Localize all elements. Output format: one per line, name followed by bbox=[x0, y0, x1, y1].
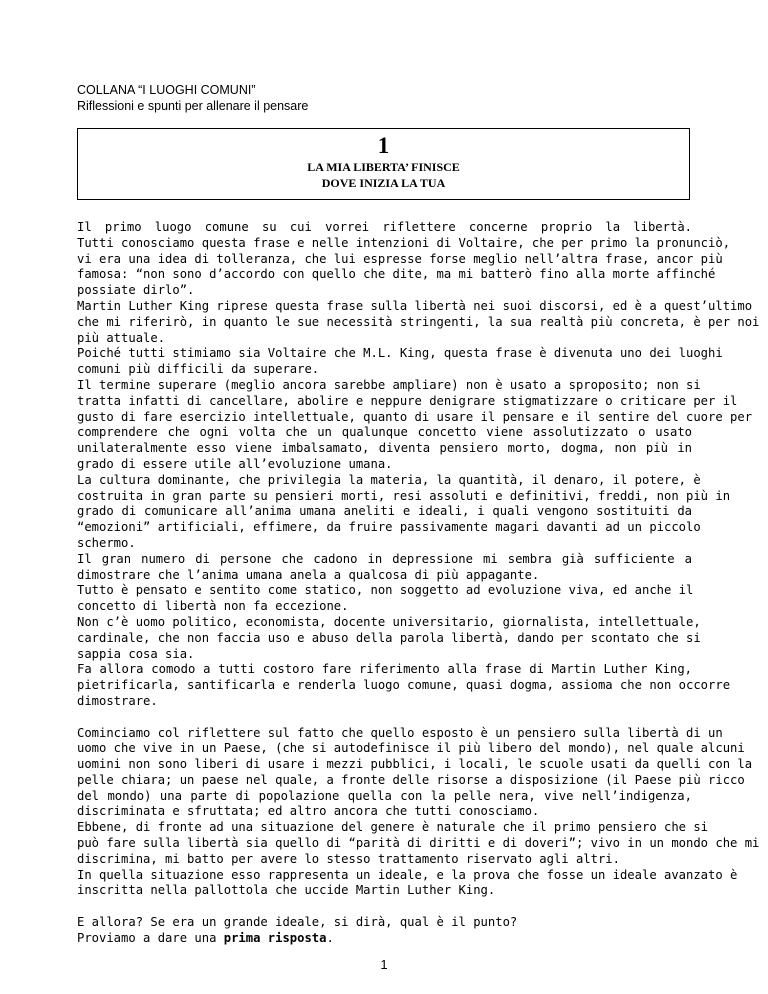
text-line: famosa: “non sono d’accordo con quello che dite, ma mi batterò fino alla morte affinché bbox=[77, 267, 716, 282]
page-number: 1 bbox=[380, 957, 388, 972]
chapter-title-box bbox=[77, 128, 690, 200]
text-line: uomo che vive in un Paese, (che si autodefinisce il più libero del mondo), nel quale alcuni bbox=[77, 741, 745, 756]
text-line: costruita in gran parte su pensieri morti, resi assoluti e definitivi, freddi, non più in bbox=[77, 488, 731, 503]
text-line: concetto di libertà non fa eccezione. bbox=[77, 599, 349, 614]
series-header bbox=[77, 82, 308, 114]
text-line: unilateralmente esso viene imbalsamato, diventa pensiero morto, dogma, non più in bbox=[77, 441, 692, 456]
text-line bbox=[77, 931, 692, 947]
text-line: Poiché tutti stimiamo sia Voltaire che M.L. King, questa frase è divenuta uno dei luoghi bbox=[77, 346, 723, 361]
series-subtitle: Riflessioni e spunti per allenare il pensare bbox=[77, 99, 309, 113]
text-line: La cultura dominante, che privilegia la materia, la quantità, il denaro, il potere, è bbox=[77, 472, 701, 487]
paragraph-1 bbox=[77, 220, 760, 710]
chapter-title-line1: LA MIA LIBERTA’ FINISCE bbox=[307, 160, 460, 174]
text-line: tratta infatti di cancellare, abolire e neppure denigrare stigmatizzare o criticare per il bbox=[77, 393, 738, 408]
text-line: Martin Luther King riprese questa frase sulla libertà nei suoi discorsi, ed è a quest’ultimo bbox=[77, 298, 753, 313]
text-line: dimostrare che l’anima umana anela a qualcosa di più appagante. bbox=[77, 567, 540, 582]
text-line: Fa allora comodo a tutti costoro fare riferimento alla frase di Martin Luther King, bbox=[77, 662, 692, 677]
text-line: uomini non sono liberi di usare i mezzi pubblici, i locali, le scuole usati da quelli con la bbox=[77, 757, 753, 772]
text-line: Il gran numero di persone che cadono in depressione mi sembra già sufficiente a bbox=[77, 551, 692, 566]
text-line: discrimina, mi batto per avere lo stesso trattamento riservato agli altri. bbox=[77, 851, 620, 866]
text-line: “emozioni” artificiali, effimere, da fruire passivamente magari davanti ad un piccolo bbox=[77, 520, 701, 535]
text-line: Cominciamo col riflettere sul fatto che quello esposto è un pensiero sulla libertà di un bbox=[77, 725, 723, 740]
text-line: comuni più difficili da superare. bbox=[77, 362, 320, 377]
text-line: schermo. bbox=[77, 535, 136, 550]
text-segment: . bbox=[326, 930, 334, 945]
text-line: E allora? Se era un grande ideale, si dirà, qual è il punto? bbox=[77, 915, 518, 930]
text-line: cardinale, che non faccia uso e abuso della parola libertà, dando per scontato che si bbox=[77, 630, 701, 645]
text-segment: Proviamo a dare una bbox=[77, 930, 224, 945]
text-line: vi era una idea di tolleranza, che lui espresse forse meglio nell’altra frase, ancor più bbox=[77, 251, 723, 266]
text-line: Il termine superare (meglio ancora sarebbe ampliare) non è usato a sproposito; non si bbox=[77, 377, 701, 392]
body-text bbox=[77, 220, 760, 947]
text-line: pelle chiara; un paese nel quale, a fronte delle risorse a disposizione (il Paese più ricco bbox=[77, 772, 745, 787]
text-line: possiate dirlo”. bbox=[77, 283, 195, 298]
text-line: Non c’è uomo politico, economista, docente universitario, giornalista, intellettuale, bbox=[77, 614, 701, 629]
paragraph-gap bbox=[77, 710, 692, 726]
text-line: più attuale. bbox=[77, 330, 166, 345]
text-line: comprendere che ogni volta che un qualunque concetto viene assolutizzato o usato bbox=[77, 425, 692, 440]
text-line: discriminata e sfruttata; ed altro ancora che tutti conosciamo. bbox=[77, 804, 540, 819]
text-line: In quella situazione esso rappresenta un ideale, e la prova che fosse un ideale avanzato è bbox=[77, 867, 738, 882]
text-line: grado di essere utile all’evoluzione umana. bbox=[77, 456, 393, 471]
text-line: pietrificarla, santificarla e renderla luogo comune, quasi dogma, assioma che non occorre bbox=[77, 678, 731, 693]
paragraph-3 bbox=[77, 915, 692, 947]
text-line: sappia cosa sia. bbox=[77, 646, 195, 661]
bold-phrase: prima risposta bbox=[223, 930, 327, 945]
text-line: dimostrare. bbox=[77, 693, 158, 708]
text-line: Tutti conosciamo questa frase e nelle intenzioni di Voltaire, che per primo la pronunciò, bbox=[77, 235, 731, 250]
text-line: che mi riferirò, in quanto le sue necessità stringenti, la sua realtà più concreta, è per noi bbox=[77, 314, 760, 329]
text-line: inscritta nella pallottola che uccide Martin Luther King. bbox=[77, 883, 496, 898]
text-line: può fare sulla libertà sia quello di “parità di diritti e di doveri”; vivo in un mondo che mi bbox=[77, 836, 760, 851]
text-line: gusto di fare esercizio intellettuale, quanto di usare il pensare e il sentire del cuore per bbox=[77, 409, 753, 424]
paragraph-2 bbox=[77, 725, 760, 900]
text-line: Ebbene, di fronte ad una situazione del genere è naturale che il primo pensiero che si bbox=[77, 820, 709, 835]
series-title: COLLANA “I LUOGHI COMUNI” bbox=[77, 83, 256, 97]
chapter-number: 1 bbox=[377, 133, 390, 158]
text-line: grado di comunicare all’anima umana aneliti e ideali, i quali vengono sostituiti da bbox=[77, 504, 692, 519]
text-line: Tutto è pensato e sentito come statico, non soggetto ad evoluzione viva, ed anche il bbox=[77, 583, 694, 598]
text-line: del mondo) una parte di popolazione quella con la pelle nera, vive nell’indigenza, bbox=[77, 788, 692, 803]
text-line: Il primo luogo comune su cui vorrei riflettere concerne proprio la libertà. bbox=[77, 220, 692, 234]
chapter-title-line2: DOVE INIZIA LA TUA bbox=[321, 176, 446, 190]
paragraph-gap bbox=[77, 899, 692, 915]
